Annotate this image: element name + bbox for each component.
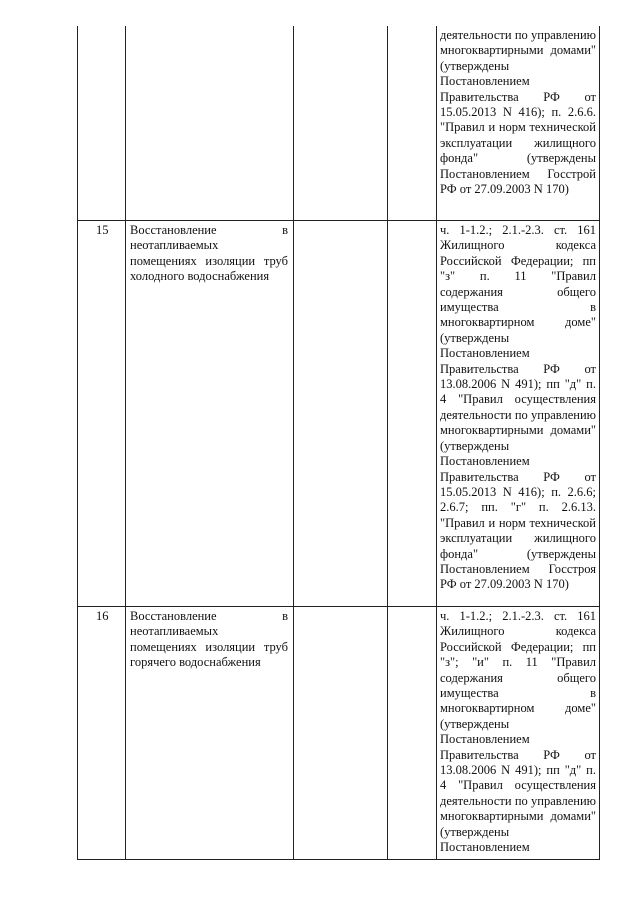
row-divider-15-16 [77,606,600,607]
table-border-right [599,26,600,860]
row-15-number: 15 [96,223,109,237]
row-16-work: Восстановление в неотапливаемых помещениях изоляции труб горячего водоснабжения [130,609,288,670]
col-divider-3 [387,26,388,860]
row-16-basis: ч. 1-1.2.; 2.1.-2.3. ст. 161 Жилищного кодекса Российской Федерации; пп "з"; "и" п. 11 "Правил содержания общего имущества в многоквартирном доме" (утверждены Постановлением Правительства РФ от 13.08.2006 N 491); пп "д" п. 4 "Правил осуществления деятельности по управлению многоквартирными домами" (утверждены Постановлением [440,609,596,855]
col-divider-2 [293,26,294,860]
col-divider-4 [436,26,437,860]
row-continuation-basis: деятельности по управлению многоквартирными домами" (утверждены Постановлением Правительства РФ от 15.05.2013 N 416); п. 2.6.6. "Правил и норм технической эксплуатации жилищного фонда" (утверждены Постановлением Госстрой РФ от 27.09.2003 N 170) [440,28,596,197]
row-15-work: Восстановление в неотапливаемых помещениях изоляции труб холодного водоснабжения [130,223,288,284]
table-border-left [77,26,78,860]
table-border-bottom [77,859,600,860]
row-divider-14-15 [77,220,600,221]
row-15-basis: ч. 1-1.2.; 2.1.-2.3. ст. 161 Жилищного кодекса Российской Федерации; пп "з" п. 11 "Правил содержания общего имущества в многоквартирном доме" (утверждены Постановлением Правительства РФ от 13.08.2006 N 491); пп "д" п. 4 "Правил осуществления деятельности по управлению многоквартирными домами" (утверждены Постановлением Правительства РФ от 15.05.2013 N 416); п. 2.6.6; 2.6.7; пп. "г" п. 2.6.13. "Правил и норм технической эксплуатации жилищного фонда" (утверждены Постановлением Госстроя РФ от 27.09.2003 N 170) [440,223,596,592]
row-16-number: 16 [96,609,109,623]
col-divider-1 [125,26,126,860]
